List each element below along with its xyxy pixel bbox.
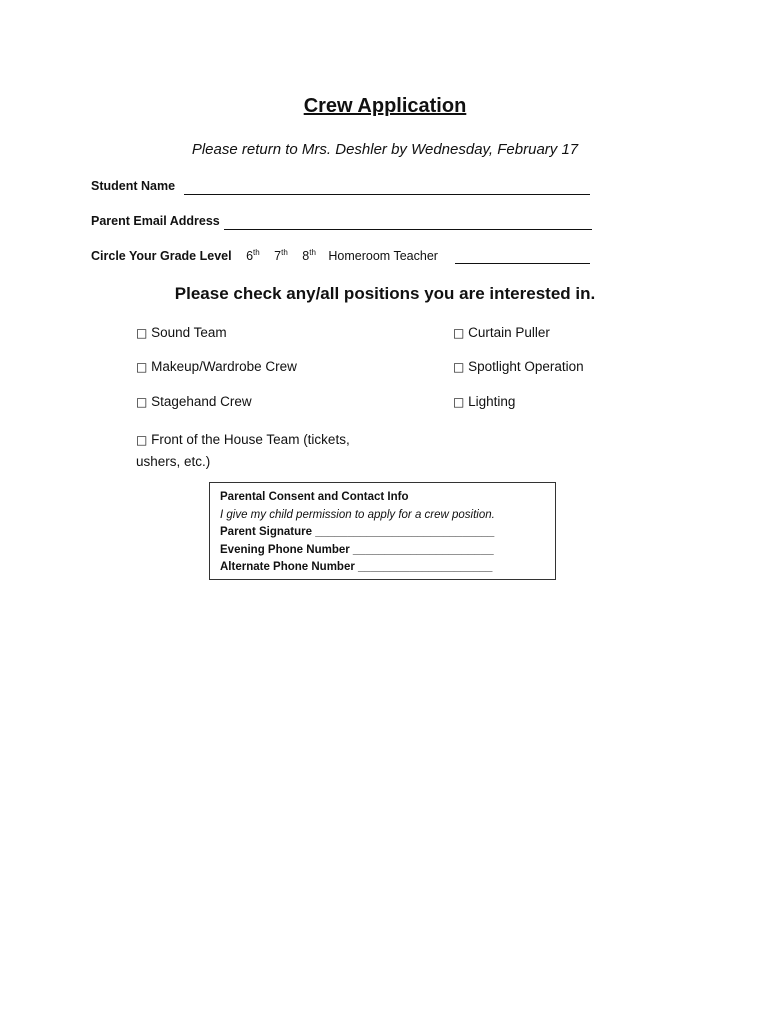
student-name-line[interactable] bbox=[184, 194, 590, 195]
parental-consent-box bbox=[209, 482, 556, 580]
parent-email-label: Parent Email Address bbox=[91, 214, 220, 228]
homeroom-teacher-line[interactable] bbox=[455, 263, 590, 264]
position-spotlight-operation[interactable]: □ Spotlight Operation bbox=[453, 359, 584, 374]
position-makeup-wardrobe[interactable]: □ Makeup/Wardrobe Crew bbox=[136, 359, 297, 374]
grade-option-8[interactable]: 8th bbox=[302, 248, 316, 263]
position-curtain-puller[interactable]: □ Curtain Puller bbox=[453, 325, 550, 340]
checkbox-icon[interactable]: □ bbox=[136, 395, 148, 409]
checkbox-icon[interactable]: □ bbox=[453, 395, 465, 409]
checkbox-icon[interactable]: □ bbox=[453, 360, 465, 374]
checkbox-icon[interactable]: □ bbox=[136, 326, 148, 340]
grade-level-row bbox=[91, 248, 438, 263]
position-lighting[interactable]: □ Lighting bbox=[453, 394, 516, 409]
page-title: Crew Application bbox=[303, 95, 467, 117]
position-sound-team[interactable]: □ Sound Team bbox=[136, 325, 227, 340]
position-stagehand[interactable]: □ Stagehand Crew bbox=[136, 394, 252, 409]
grade-level-label: Circle Your Grade Level bbox=[91, 249, 232, 263]
consent-heading: Parental Consent and Contact Info bbox=[220, 491, 409, 503]
consent-statement: I give my child permission to apply for a crew position. bbox=[220, 508, 495, 521]
evening-phone-field[interactable]: Evening Phone Number ______________________ bbox=[220, 543, 494, 556]
parent-signature-field[interactable]: Parent Signature ____________________________ bbox=[220, 526, 495, 538]
homeroom-teacher-label: Homeroom Teacher bbox=[328, 249, 438, 263]
checkbox-icon[interactable]: □ bbox=[136, 433, 148, 447]
checkbox-icon[interactable]: □ bbox=[453, 326, 465, 340]
grade-option-7[interactable]: 7th bbox=[274, 248, 288, 263]
alternate-phone-field[interactable]: Alternate Phone Number _____________________ bbox=[220, 561, 493, 573]
return-instructions: Please return to Mrs. Deshler by Wednesday, February 17 bbox=[191, 141, 579, 158]
student-name-label: Student Name bbox=[91, 179, 176, 193]
position-front-of-house[interactable]: □ Front of the House Team (tickets, ushers, etc.) bbox=[136, 432, 350, 469]
parent-email-line[interactable] bbox=[224, 229, 592, 230]
grade-option-6[interactable]: 6th bbox=[246, 248, 260, 263]
positions-heading: Please check any/all positions you are interested in. bbox=[174, 284, 596, 303]
checkbox-icon[interactable]: □ bbox=[136, 360, 148, 374]
